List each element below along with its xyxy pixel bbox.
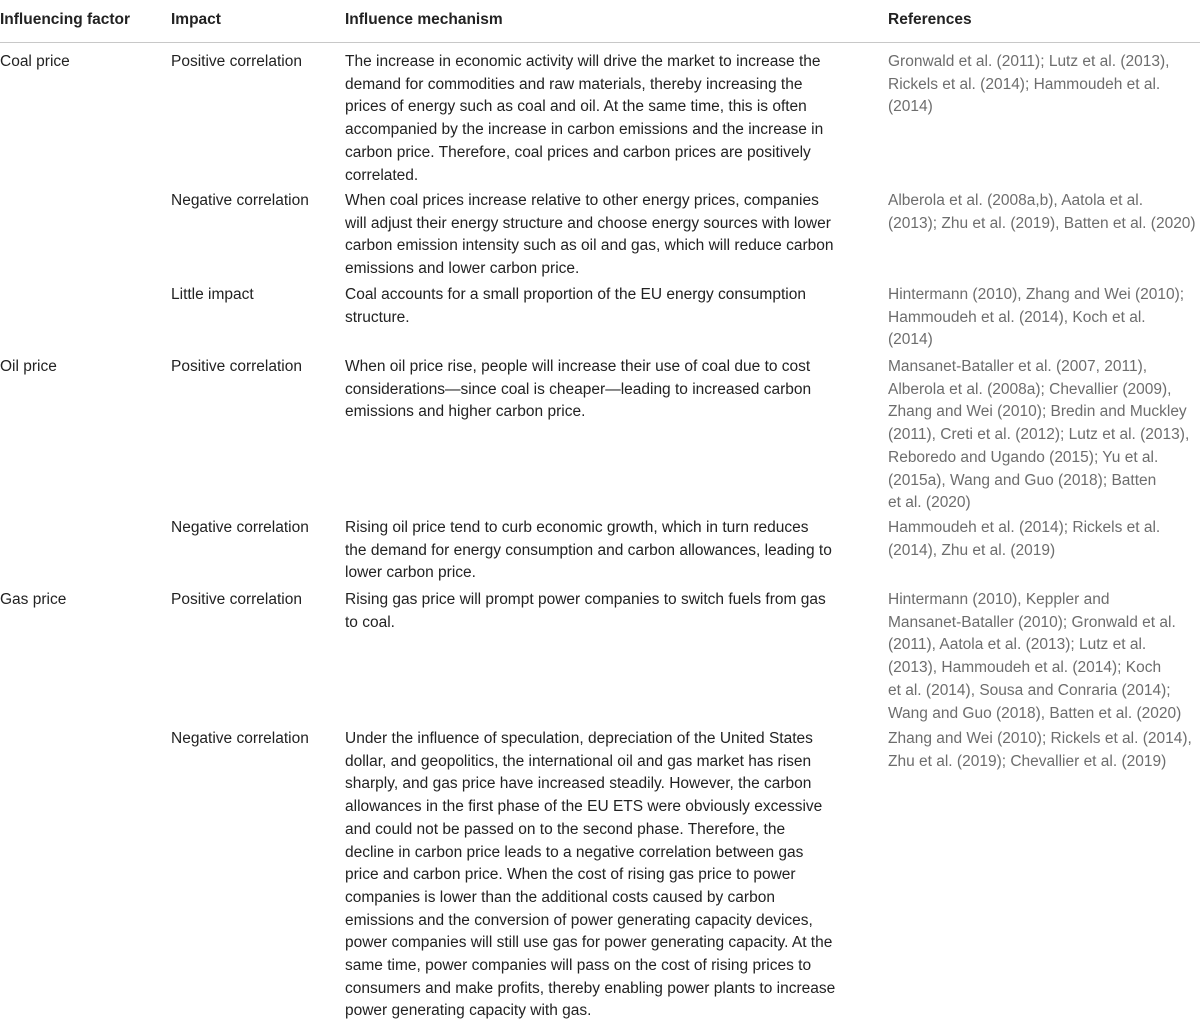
mechanism-line: power companies will still use gas for power generating capacity. At the — [345, 934, 833, 952]
reference-line: Hintermann (2010), Zhang and Wei (2010); — [888, 286, 1185, 303]
cell-references — [888, 51, 1200, 119]
table-header — [0, 0, 1200, 43]
reference-line: Zhang and Wei (2010); Bredin and Muckley — [888, 403, 1187, 421]
mechanism-line: Under the influence of speculation, depreciation of the United States — [345, 730, 813, 747]
reference-line: Hammoudeh et al. (2014), Koch et al. — [888, 308, 1146, 326]
cell-impact: Little impact — [171, 286, 254, 303]
cell-references — [888, 728, 1200, 773]
mechanism-line: decline in carbon price leads to a negative correlation between gas — [345, 843, 804, 861]
reference-line: et al. (2014), Sousa and Conraria (2014); — [888, 681, 1171, 699]
mechanism-line: dollar, and geopolitics, the international oil and gas market has risen — [345, 752, 812, 770]
cell-references — [888, 356, 1200, 515]
mechanism-line: and could not be passed on to the second phase. Therefore, the — [345, 820, 786, 838]
reference-line: (2013), Hammoudeh et al. (2014); Koch — [888, 659, 1162, 677]
mechanism-line: will adjust their energy structure and choose energy sources with lower — [345, 214, 831, 232]
table-row — [0, 581, 1200, 720]
reference-line: Zhu et al. (2019); Chevallier et al. (2019) — [888, 752, 1167, 770]
cell-influence-mechanism — [345, 356, 865, 424]
table-row — [0, 43, 1200, 182]
mechanism-line: carbon price. Therefore, coal prices and carbon prices are positively — [345, 143, 811, 161]
mechanism-line: demand for commodities and raw materials, thereby increasing the — [345, 75, 803, 93]
mechanism-line: emissions and higher carbon price. — [345, 403, 586, 421]
reference-line: Hintermann (2010), Keppler and — [888, 591, 1110, 608]
cell-references — [888, 589, 1200, 725]
mechanism-line: to coal. — [345, 613, 395, 631]
reference-line: et al. (2020) — [888, 494, 971, 512]
mechanism-line: same time, power companies will pass on the cost of rising prices to — [345, 957, 812, 975]
cell-influencing-factor: Coal price — [0, 53, 70, 70]
table-row — [0, 348, 1200, 512]
reference-line: (2013); Zhu et al. (2019), Batten et al. (2020) — [888, 214, 1196, 232]
cell-influence-mechanism — [345, 190, 865, 281]
mechanism-line: The increase in economic activity will drive the market to increase the — [345, 53, 821, 70]
reference-line: (2014) — [888, 98, 933, 116]
reference-line: (2014) — [888, 331, 933, 349]
mechanism-line: consumers and make profits, thereby enabling power plants to increase — [345, 979, 836, 997]
reference-line: Mansanet-Bataller et al. (2007, 2011), — [888, 358, 1148, 375]
mechanism-line: emissions and lower carbon price. — [345, 260, 580, 278]
cell-impact: Negative correlation — [171, 192, 309, 209]
mechanism-line: considerations—since coal is cheaper—leading to increased carbon — [345, 380, 812, 398]
table-row — [0, 720, 1200, 1020]
cell-influence-mechanism — [345, 728, 865, 1023]
reference-line: Zhang and Wei (2010); Rickels et al. (2014), — [888, 730, 1192, 747]
reference-line: Alberola et al. (2008a); Chevallier (2009), — [888, 380, 1172, 398]
cell-impact: Negative correlation — [171, 519, 309, 536]
mechanism-line: prices of energy such as coal and oil. At the same time, this is often — [345, 98, 807, 116]
mechanism-line: accompanied by the increase in carbon emissions and the increase in — [345, 121, 824, 139]
reference-line: Mansanet-Bataller (2010); Gronwald et al. — [888, 613, 1176, 631]
reference-line: Alberola et al. (2008a,b), Aatola et al. — [888, 192, 1144, 209]
mechanism-line: When oil price rise, people will increase their use of coal due to cost — [345, 358, 811, 375]
reference-line: (2014), Zhu et al. (2019) — [888, 541, 1056, 559]
reference-line: Reboredo and Ugando (2015); Yu et al. — [888, 448, 1159, 466]
reference-line: Gronwald et al. (2011); Lutz et al. (2013), — [888, 53, 1170, 70]
cell-impact: Positive correlation — [171, 591, 302, 608]
cell-references — [888, 284, 1200, 352]
cell-influencing-factor: Gas price — [0, 591, 67, 608]
cell-influence-mechanism — [345, 51, 865, 187]
table-body — [0, 43, 1200, 1020]
cell-influence-mechanism — [345, 284, 865, 329]
mechanism-line: structure. — [345, 308, 410, 326]
header-references: References — [888, 11, 972, 28]
mechanism-line: When coal prices increase relative to other energy prices, companies — [345, 192, 819, 209]
reference-line: Rickels et al. (2014); Hammoudeh et al. — [888, 75, 1161, 93]
mechanism-line: Coal accounts for a small proportion of the EU energy consumption — [345, 286, 806, 303]
header-influence-mechanism: Influence mechanism — [345, 11, 503, 28]
reference-line: Hammoudeh et al. (2014); Rickels et al. — [888, 519, 1161, 536]
mechanism-line: carbon emission intensity such as oil and gas, which will reduce carbon — [345, 237, 834, 255]
table-row — [0, 509, 1200, 581]
cell-influence-mechanism — [345, 517, 865, 585]
reference-line: (2011), Aatola et al. (2013); Lutz et al. — [888, 636, 1147, 654]
mechanism-line: the demand for energy consumption and carbon allowances, leading to — [345, 541, 832, 559]
cell-references — [888, 190, 1200, 235]
mechanism-line: allowances in the first phase of the EU ETS were obviously excessive — [345, 798, 823, 816]
cell-impact: Positive correlation — [171, 358, 302, 375]
reference-line: Wang and Guo (2018), Batten et al. (2020) — [888, 704, 1182, 722]
header-influencing-factor: Influencing factor — [0, 11, 131, 28]
mechanism-line: power generating capacity with gas. — [345, 1002, 592, 1020]
cell-impact: Positive correlation — [171, 53, 302, 70]
table-row — [0, 276, 1200, 348]
mechanism-line: Rising gas price will prompt power companies to switch fuels from gas — [345, 591, 826, 608]
cell-influencing-factor: Oil price — [0, 358, 57, 375]
header-impact: Impact — [171, 11, 221, 28]
table-row — [0, 182, 1200, 276]
cell-references — [888, 517, 1200, 562]
mechanism-line: price and carbon price. When the cost of rising gas price to power — [345, 866, 796, 884]
mechanism-line: Rising oil price tend to curb economic growth, which in turn reduces — [345, 519, 809, 536]
mechanism-line: lower carbon price. — [345, 564, 476, 582]
reference-line: (2011), Creti et al. (2012); Lutz et al. (2013), — [888, 426, 1190, 444]
cell-impact: Negative correlation — [171, 730, 309, 747]
mechanism-line: companies is lower than the additional costs caused by carbon — [345, 888, 775, 906]
mechanism-line: emissions and the conversion of power generating capacity devices, — [345, 911, 813, 929]
mechanism-line: sharply, and gas price have increased steadily. However, the carbon — [345, 775, 812, 793]
mechanism-line: correlated. — [345, 166, 419, 184]
reference-line: (2015a), Wang and Guo (2018); Batten — [888, 471, 1157, 489]
cell-influence-mechanism — [345, 589, 865, 634]
